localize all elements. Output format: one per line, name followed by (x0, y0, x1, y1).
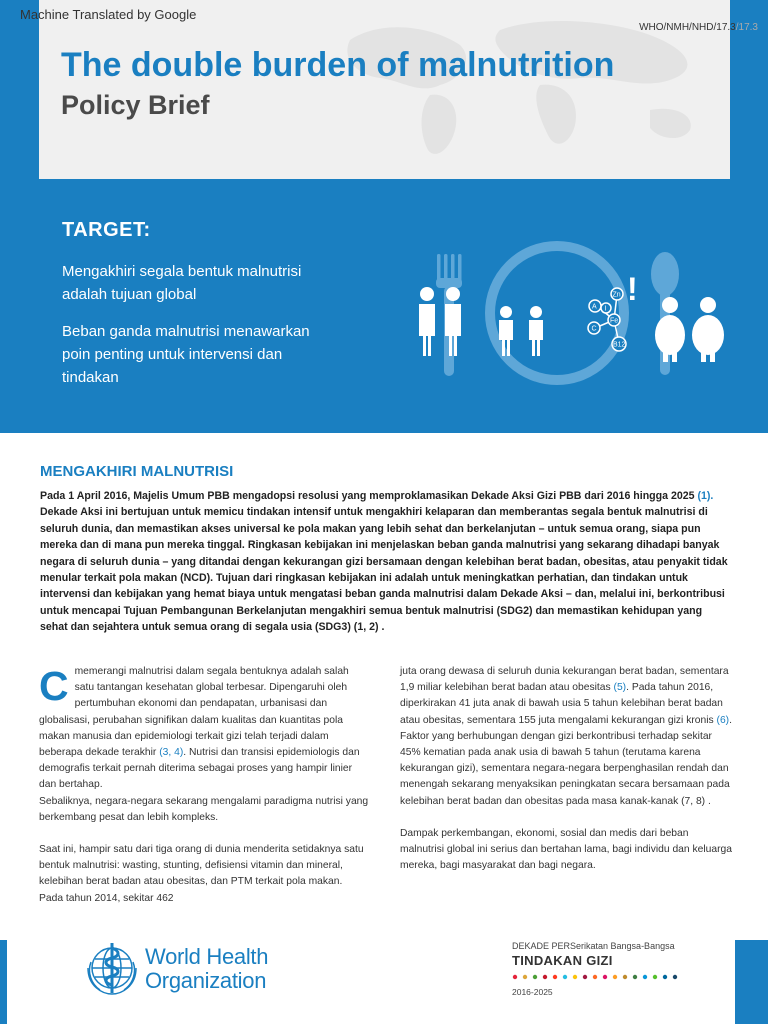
sdg-colour-dots (512, 973, 692, 981)
nutrient-label-b12: B12 (613, 341, 626, 349)
decade-line-3: 2016-2025 (512, 987, 553, 997)
sdg-dot (603, 975, 607, 979)
right-column (400, 664, 735, 890)
sdg-dot (553, 975, 557, 979)
nutrient-label-zn: Zn (612, 291, 621, 299)
sdg-dot (533, 975, 537, 979)
malnutrition-illustration (405, 240, 735, 385)
sdg-dot (613, 975, 617, 979)
right-p1-text-b: . Pada tahun 2016, diperkirakan 41 juta anak di bawah usia 5 tahun kelebihan berat badan atau obesitas, sementara 155 juta mengalami kekurangan gizi kronis (400, 682, 723, 726)
document-id-text: WHO/NMH/NHD/17.3 (639, 22, 736, 33)
sdg-dot (673, 975, 677, 979)
right-p1-text-c: . Faktor yang berhubungan dengan gizi berkontribusi terhadap sekitar 45% kematian pada anak usia di bawah 5 tahun (terutama karena kekurangan gizi), sementara negara-negara berpenghasilan rendah dan menengah sekarang menyaksikan peningkatan secara bersamaan pada kelebihan berat badan dan obesitas pada masa kanak-kanak (7, 8) . (400, 714, 732, 807)
sdg-dot (543, 975, 547, 979)
sdg-dot (593, 975, 597, 979)
decade-line-1: DEKADE PERSerikatan Bangsa-Bangsa (512, 941, 675, 951)
who-emblem-icon (82, 938, 142, 998)
document-id (639, 22, 758, 33)
right-p1-text-a: juta orang dewasa di seluruh dunia kekurangan berat badan, sementara 1,9 miliar kelebihan berat badan atau obesitas (400, 666, 729, 694)
left-column (39, 664, 369, 923)
target-burden-text: Beban ganda malnutrisi menawarkan poin penting untuk intervensi dan tindakan (62, 323, 310, 386)
decade-line-2: TINDAKAN GIZI (512, 953, 613, 968)
right-paragraph-2: Dampak perkembangan, ekonomi, sosial dan medis dari beban malnutrisi global ini serius dan bertahan lama, bagi individu dan keluarga mereka, bagi masyarakat dan bagi negara. (400, 827, 732, 872)
sdg-dot (583, 975, 587, 979)
left-p1-text-c: Sebaliknya, negara-negara sekarang mengalami paradigma nutrisi yang berkembang pesat dan lebih kompleks. (39, 795, 369, 823)
sdg-dot (633, 975, 637, 979)
left-p1-text-a: memerangi malnutrisi dalam segala bentuknya adalah salah satu tantangan kesehatan global terbesar. Dipengaruhi oleh pertumbuhan ekonomi dan pendapatan, urbanisasi dan globalisasi, perubahan signifikan dalam kualitas dan kuantitas pola makan manusia dan epidemiologi terkait gizi telah terjadi dalam beberapa dekade terakhir (39, 666, 349, 759)
nutrient-label-a: A (592, 303, 597, 311)
footer-right-bar (735, 940, 768, 1024)
nutrient-label-i: I (604, 305, 607, 313)
section-heading: MENGAKHIRI MALNUTRISI (40, 463, 234, 480)
reference-link-3-4[interactable]: (3, 4) (159, 747, 184, 759)
target-goal-text: Mengakhiri segala bentuk malnutrisi adalah tujuan global (62, 263, 302, 303)
document-title: The double burden of malnutrition (61, 46, 615, 84)
who-wordmark (145, 945, 268, 993)
adult-thin-pair-icon (419, 287, 461, 356)
footer-left-bar (0, 940, 7, 1024)
drop-cap: C (39, 663, 69, 709)
nutrition-decade-logo (512, 941, 712, 997)
nutrient-molecule-icon (588, 288, 626, 351)
left-paragraph-1 (39, 664, 369, 826)
exclamation-icon: ! (627, 271, 638, 307)
overweight-pair-icon (655, 297, 724, 362)
sdg-dot (573, 975, 577, 979)
sdg-dot (563, 975, 567, 979)
intro-paragraph (40, 488, 730, 636)
right-paragraph-1 (400, 664, 735, 810)
sdg-dot (643, 975, 647, 979)
intro-text-start: Pada 1 April 2016, Majelis Umum PBB mengadopsi resolusi yang memproklamasikan Dekade Aksi Gizi PBB dari 2016 hingga 2025 (40, 490, 698, 502)
nutrient-label-fe: Fe (610, 317, 619, 325)
document-id-ghost: /17.3 (735, 22, 758, 33)
sdg-dot (623, 975, 627, 979)
reference-link-1[interactable]: (1). (697, 490, 714, 502)
left-paragraph-2: Saat ini, hampir satu dari tiga orang di dunia menderita setidaknya satu bentuk malnutrisi: wasting, stunting, defisiensi vitamin dan mineral, kelebihan berat badan atau obesitas, dan PTM terkait pola makan. Pada tahun 2014, sekitar 462 (39, 844, 364, 904)
sdg-dot (523, 975, 527, 979)
reference-link-6[interactable]: (6) (716, 714, 730, 726)
machine-translation-note: Machine Translated by Google (20, 7, 197, 22)
sdg-dot (513, 975, 517, 979)
sdg-dot (663, 975, 667, 979)
target-label: TARGET: (62, 219, 151, 241)
sdg-dot (653, 975, 657, 979)
document-subtitle: Policy Brief (61, 90, 210, 120)
intro-text-rest: Dekade Aksi ini bertujuan untuk memicu tindakan intensif untuk mengakhiri kelaparan dan memberantas segala bentuk malnutrisi di seluruh dunia, dan memastikan akses universal ke pola makan yang lebih sehat dan berkelanjutan – untuk semua orang, siapa pun mereka dan di mana pun mereka tinggal. Ringkasan kebijakan ini menjelaskan beban ganda malnutrisi yang sekarang dihadapi banyak negara di seluruh dunia – yang ditandai dengan kekurangan gizi bersamaan dengan kelebihan berat badan, obesitas, atau penyakit tidak menular terkait pola makan (NCD). Tujuan dari ringkasan kebijakan ini adalah untuk meningkatkan perhatian, dan tindakan untuk intervensi dan kebijakan yang hemat biaya untuk mengatasi beban ganda malnutrisi dalam Dekade Aksi – dan, melalui ini, berkontribusi untuk mencapai Tujuan Pembangunan Berkelanjutan mengakhiri semua bentuk malnutrisi (SDG2) dan memastikan kehidupan yang sehat dan sejahtera untuk semua orang di segala usia (SDG3) (1, 2) . (40, 506, 728, 634)
reference-link-5[interactable]: (5) (613, 682, 627, 694)
header-card (39, 0, 730, 179)
who-line-2: Organization (145, 968, 267, 993)
left-p1-text-b: . Nutrisi dan transisi epidemiologis dan demografis terkait pernah diterima sebagai proses yang hampir linier dan bertahap. (39, 747, 360, 791)
nutrient-label-c: C (591, 325, 597, 333)
who-line-1: World Health (145, 944, 269, 969)
